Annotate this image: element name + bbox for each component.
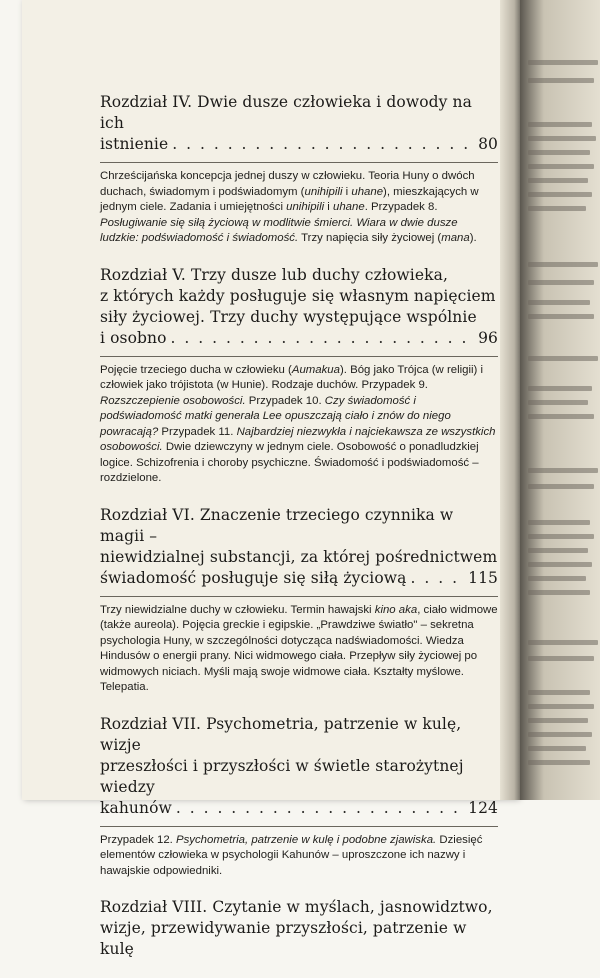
chapter-summary	[100, 356, 498, 487]
summary-italic-text: uhane	[333, 201, 365, 213]
table-of-contents	[100, 92, 498, 978]
chapter-title-line: siły życiowej. Trzy duchy występujące wspólnie	[100, 307, 477, 326]
chapter-title-last-line	[100, 798, 498, 819]
chapter-title-end: istnienie	[100, 135, 169, 153]
chapter-title-end: i osobno	[100, 328, 167, 347]
page-number: 124	[468, 798, 498, 817]
chapter-title-line: Rozdział VI. Znaczenie trzeciego czynnika w magii –	[100, 505, 454, 545]
chapter-entry	[100, 92, 498, 247]
chapter-title	[100, 714, 498, 819]
summary-text: i	[324, 201, 334, 213]
chapter-title-line: Rozdział V. Trzy dusze lub duchy człowieka,	[100, 265, 448, 284]
chapter-title-line: przeszłości i przyszłości w świetle starożytnej wiedzy	[100, 756, 464, 796]
dot-leader	[176, 798, 464, 819]
summary-italic-text: unihipili	[304, 185, 343, 198]
summary-italic-text: kino aka	[374, 603, 418, 616]
chapter-entry	[100, 505, 498, 696]
chapter-title-line: Rozdział VIII. Czytanie w myślach, jasnowidztwo,	[100, 898, 493, 916]
summary-italic-text: mana	[441, 232, 470, 244]
summary-text: Dziesięć elementów człowieka w psychologii Kahunów – uproszczone ich nazwy i hawajskie odpowiedniki.	[100, 833, 483, 877]
summary-text: Trzy napięcia siły życiowej (	[298, 232, 442, 244]
summary-text: Trzy niewidzialne duchy w człowieku. Termin hawajski	[100, 603, 375, 616]
summary-text: i	[342, 185, 352, 198]
summary-italic-text: Rozszczepienie osobowości.	[100, 394, 246, 407]
chapter-title	[100, 897, 498, 960]
summary-italic-text: Czy świadomość i podświadomość matki generała Lee opuszczają ciało i znów do niego powracają?	[100, 394, 451, 438]
summary-italic-text: uhane	[351, 185, 384, 198]
chapter-title-last-line	[100, 134, 498, 155]
chapter-entry	[100, 714, 498, 880]
summary-text: Pojęcie trzeciego ducha w człowieku (	[100, 363, 292, 376]
summary-italic-text: Psychometria, patrzenie w kulę i podobne zjawiska.	[175, 833, 437, 846]
chapter-summary	[100, 826, 498, 880]
summary-italic-text: Posługiwanie się siłą życiową w modlitwie śmierci. Wiara w dwie dusze ludzkie: podświadomość i świadomość.	[100, 216, 458, 244]
summary-text: Chrześcijańska koncepcja jednej duszy w człowieku. Teoria Huny o dwóch duchach, świadomym i podświadomym (	[100, 170, 475, 198]
chapter-summary	[100, 596, 498, 696]
chapter-list	[100, 92, 498, 960]
chapter-title-last-line	[100, 328, 498, 349]
dot-leader	[172, 134, 474, 155]
page-number: 115	[468, 568, 498, 587]
chapter-title-last-line	[100, 568, 498, 589]
chapter-title	[100, 265, 498, 349]
chapter-title-line: z których każdy posługuje się własnym napięciem	[100, 286, 496, 305]
page-number: 80	[478, 135, 498, 153]
chapter-title	[100, 92, 498, 155]
facing-page	[520, 0, 600, 800]
chapter-title-end: świadomość posługuje się siłą życiową	[100, 568, 407, 587]
chapter-entry	[100, 265, 498, 487]
summary-text: Przypadek 11.	[158, 425, 237, 438]
chapter-title-line: Rozdział VII. Psychometria, patrzenie w kulę, wizje	[100, 714, 462, 754]
summary-text: ). Bóg jako Trójca (w religii) i człowiek jako trójistota (w Hunie). Rodzaje duchów. Przypadek 9.	[100, 363, 484, 391]
summary-italic-text: unihipili	[286, 201, 325, 213]
chapter-title-end: kahunów	[100, 798, 172, 817]
dot-leader	[171, 328, 475, 349]
summary-italic-text: Aumakua	[291, 363, 340, 376]
summary-text: ), mieszkających w jednym ciele. Zadania i umiejętności	[100, 185, 479, 213]
summary-text: Przypadek 10.	[245, 394, 325, 407]
summary-text: Przypadek 12.	[100, 833, 176, 846]
summary-text: . Przypadek 8.	[364, 201, 438, 213]
chapter-title-line: Rozdział IV. Dwie dusze człowieka i dowody na ich	[100, 93, 472, 132]
chapter-summary	[100, 162, 498, 247]
summary-text: ).	[469, 232, 477, 244]
summary-italic-text: Najbardziej niezwykła i najciekawsza ze wszystkich osobowości.	[100, 425, 496, 453]
chapter-title	[100, 505, 498, 589]
page-number: 96	[478, 328, 498, 347]
dot-leader	[411, 568, 465, 589]
chapter-title-line: niewidzialnej substancji, za której pośrednictwem	[100, 547, 498, 566]
summary-text: Dwie dziewczyny w jednym ciele. Osobowość o ponadludzkiej logice. Schizofrenia i choroby psychiczne. Świadomość i podświadomość – rozdzielone.	[100, 441, 479, 484]
summary-text: , ciało widmowe (także aureola). Pojęcia greckie i egipskie. „Prawdziwe światło" – sekretna psychologia Huny, w szczególności dotycząca nadświadomości. Wiedza Hindusów o energii prany. Nici widmowego ciała. Przepływ siły życiowej po widmowych niciach. Myśli mają swoje widmowe ciała. Kształty myślowe. Telepatia.	[100, 603, 498, 693]
chapter-title-line: wizje, przewidywanie przyszłości, patrzenie w kulę	[100, 919, 467, 958]
chapter-entry	[100, 897, 498, 960]
